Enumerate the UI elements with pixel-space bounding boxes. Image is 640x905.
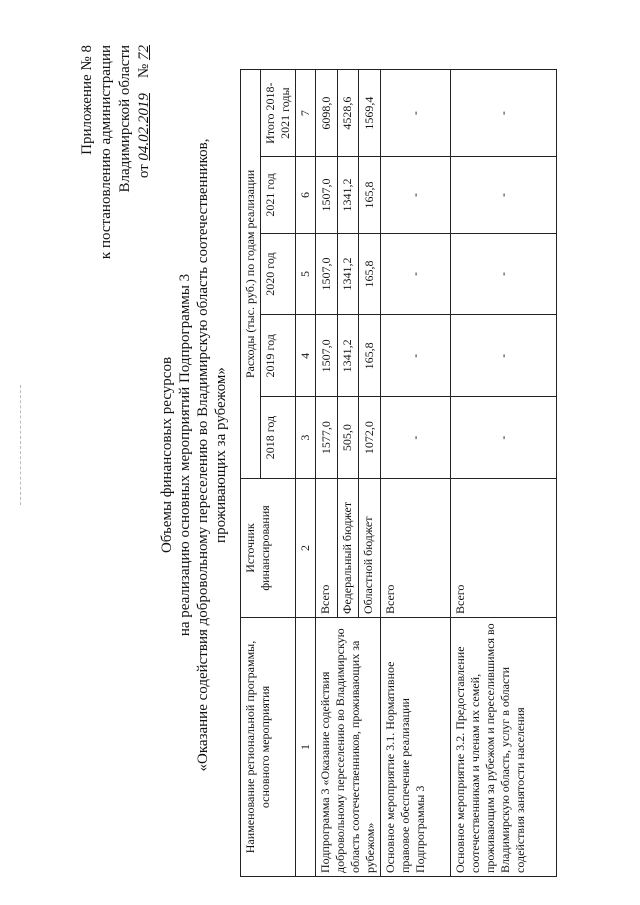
value-cell: 165,8: [359, 157, 381, 233]
source-cell: Федеральный бюджет: [337, 478, 359, 617]
header-name: Наименование региональной программы, основного мероприятия: [241, 618, 296, 877]
value-cell: -: [451, 233, 557, 315]
total-cell: 6098,0: [316, 70, 338, 157]
table-row: [381, 70, 451, 877]
value-cell: -: [451, 157, 557, 233]
program-name: Подпрограмма 3 «Оказание содействия добровольному переселению во Владимирскую область соотечественников, проживающих за рубежом»: [316, 618, 381, 877]
value-cell: 1507,0: [316, 157, 338, 233]
value-cell: -: [451, 315, 557, 397]
scan-artifact-line: [20, 385, 21, 505]
activity-name: Основное мероприятие 3.1. Нормативное правовое обеспечение реализации Подпрограммы 3: [381, 618, 451, 877]
total-cell: 1569,4: [359, 70, 381, 157]
title-line-4: проживающих за рубежом»: [213, 367, 229, 543]
header-row: [241, 70, 261, 877]
value-cell: -: [381, 157, 451, 233]
number-label: №: [136, 63, 152, 79]
header-year: 2019 год: [261, 315, 296, 397]
index-cell: 4: [296, 315, 316, 397]
header-year: 2020 год: [261, 233, 296, 315]
table-row: [316, 70, 338, 877]
value-cell: 505,0: [337, 397, 359, 479]
title-line-2: на реализацию основных мероприятий Подпрограммы 3: [177, 273, 193, 637]
total-cell: -: [451, 70, 557, 157]
index-cell: 1: [296, 618, 316, 877]
value-cell: 1341,2: [337, 157, 359, 233]
table-row: [451, 70, 557, 877]
activity-name: Основное мероприятие 3.2. Предоставление соотечественникам и членам их семей, проживающим за рубежом и переселившимся во Владимирскую область, услуг в области содействия занятости населения: [451, 618, 557, 877]
value-cell: 165,8: [359, 315, 381, 397]
index-cell: 6: [296, 157, 316, 233]
index-cell: 7: [296, 70, 316, 157]
index-cell: 5: [296, 233, 316, 315]
from-label: от: [136, 164, 152, 179]
header-expenses: Расходы (тыс. руб.) по годам реализации: [241, 70, 261, 479]
appendix-doc-number: 72: [136, 45, 152, 60]
value-cell: -: [451, 397, 557, 479]
value-cell: 1577,0: [316, 397, 338, 479]
source-cell: Всего: [316, 478, 338, 617]
appendix-resolution: к постановлению администрации: [98, 45, 114, 260]
document-title: [158, 95, 230, 815]
value-cell: -: [381, 397, 451, 479]
title-line-3: «Оказание содействия добровольному переселению во Владимирскую область соотечественников,: [195, 138, 211, 772]
index-cell: 3: [296, 397, 316, 479]
source-cell: Всего: [381, 478, 451, 617]
value-cell: 1341,2: [337, 233, 359, 315]
header-year: 2021 год: [261, 157, 296, 233]
resources-table: [240, 69, 557, 877]
value-cell: 1507,0: [316, 233, 338, 315]
title-line-1: Объемы финансовых ресурсов: [159, 356, 175, 554]
appendix-header: [78, 45, 154, 345]
appendix-date-line: [135, 45, 154, 345]
header-total: Итого 2018-2021 годы: [261, 70, 296, 157]
index-row: [296, 70, 316, 877]
value-cell: 1507,0: [316, 315, 338, 397]
value-cell: 1072,0: [359, 397, 381, 479]
index-cell: 2: [296, 478, 316, 617]
total-cell: 4528,6: [337, 70, 359, 157]
value-cell: -: [381, 315, 451, 397]
appendix-region: Владимирской области: [117, 45, 133, 193]
value-cell: -: [381, 233, 451, 315]
value-cell: 165,8: [359, 233, 381, 315]
header-year: 2018 год: [261, 397, 296, 479]
total-cell: -: [381, 70, 451, 157]
appendix-date: 04.02.2019: [136, 93, 152, 161]
source-cell: Областной бюджет: [359, 478, 381, 617]
source-cell: Всего: [451, 478, 557, 617]
header-source: Источник финансирования: [241, 478, 296, 617]
appendix-number: Приложение № 8: [79, 45, 95, 155]
value-cell: 1341,2: [337, 315, 359, 397]
